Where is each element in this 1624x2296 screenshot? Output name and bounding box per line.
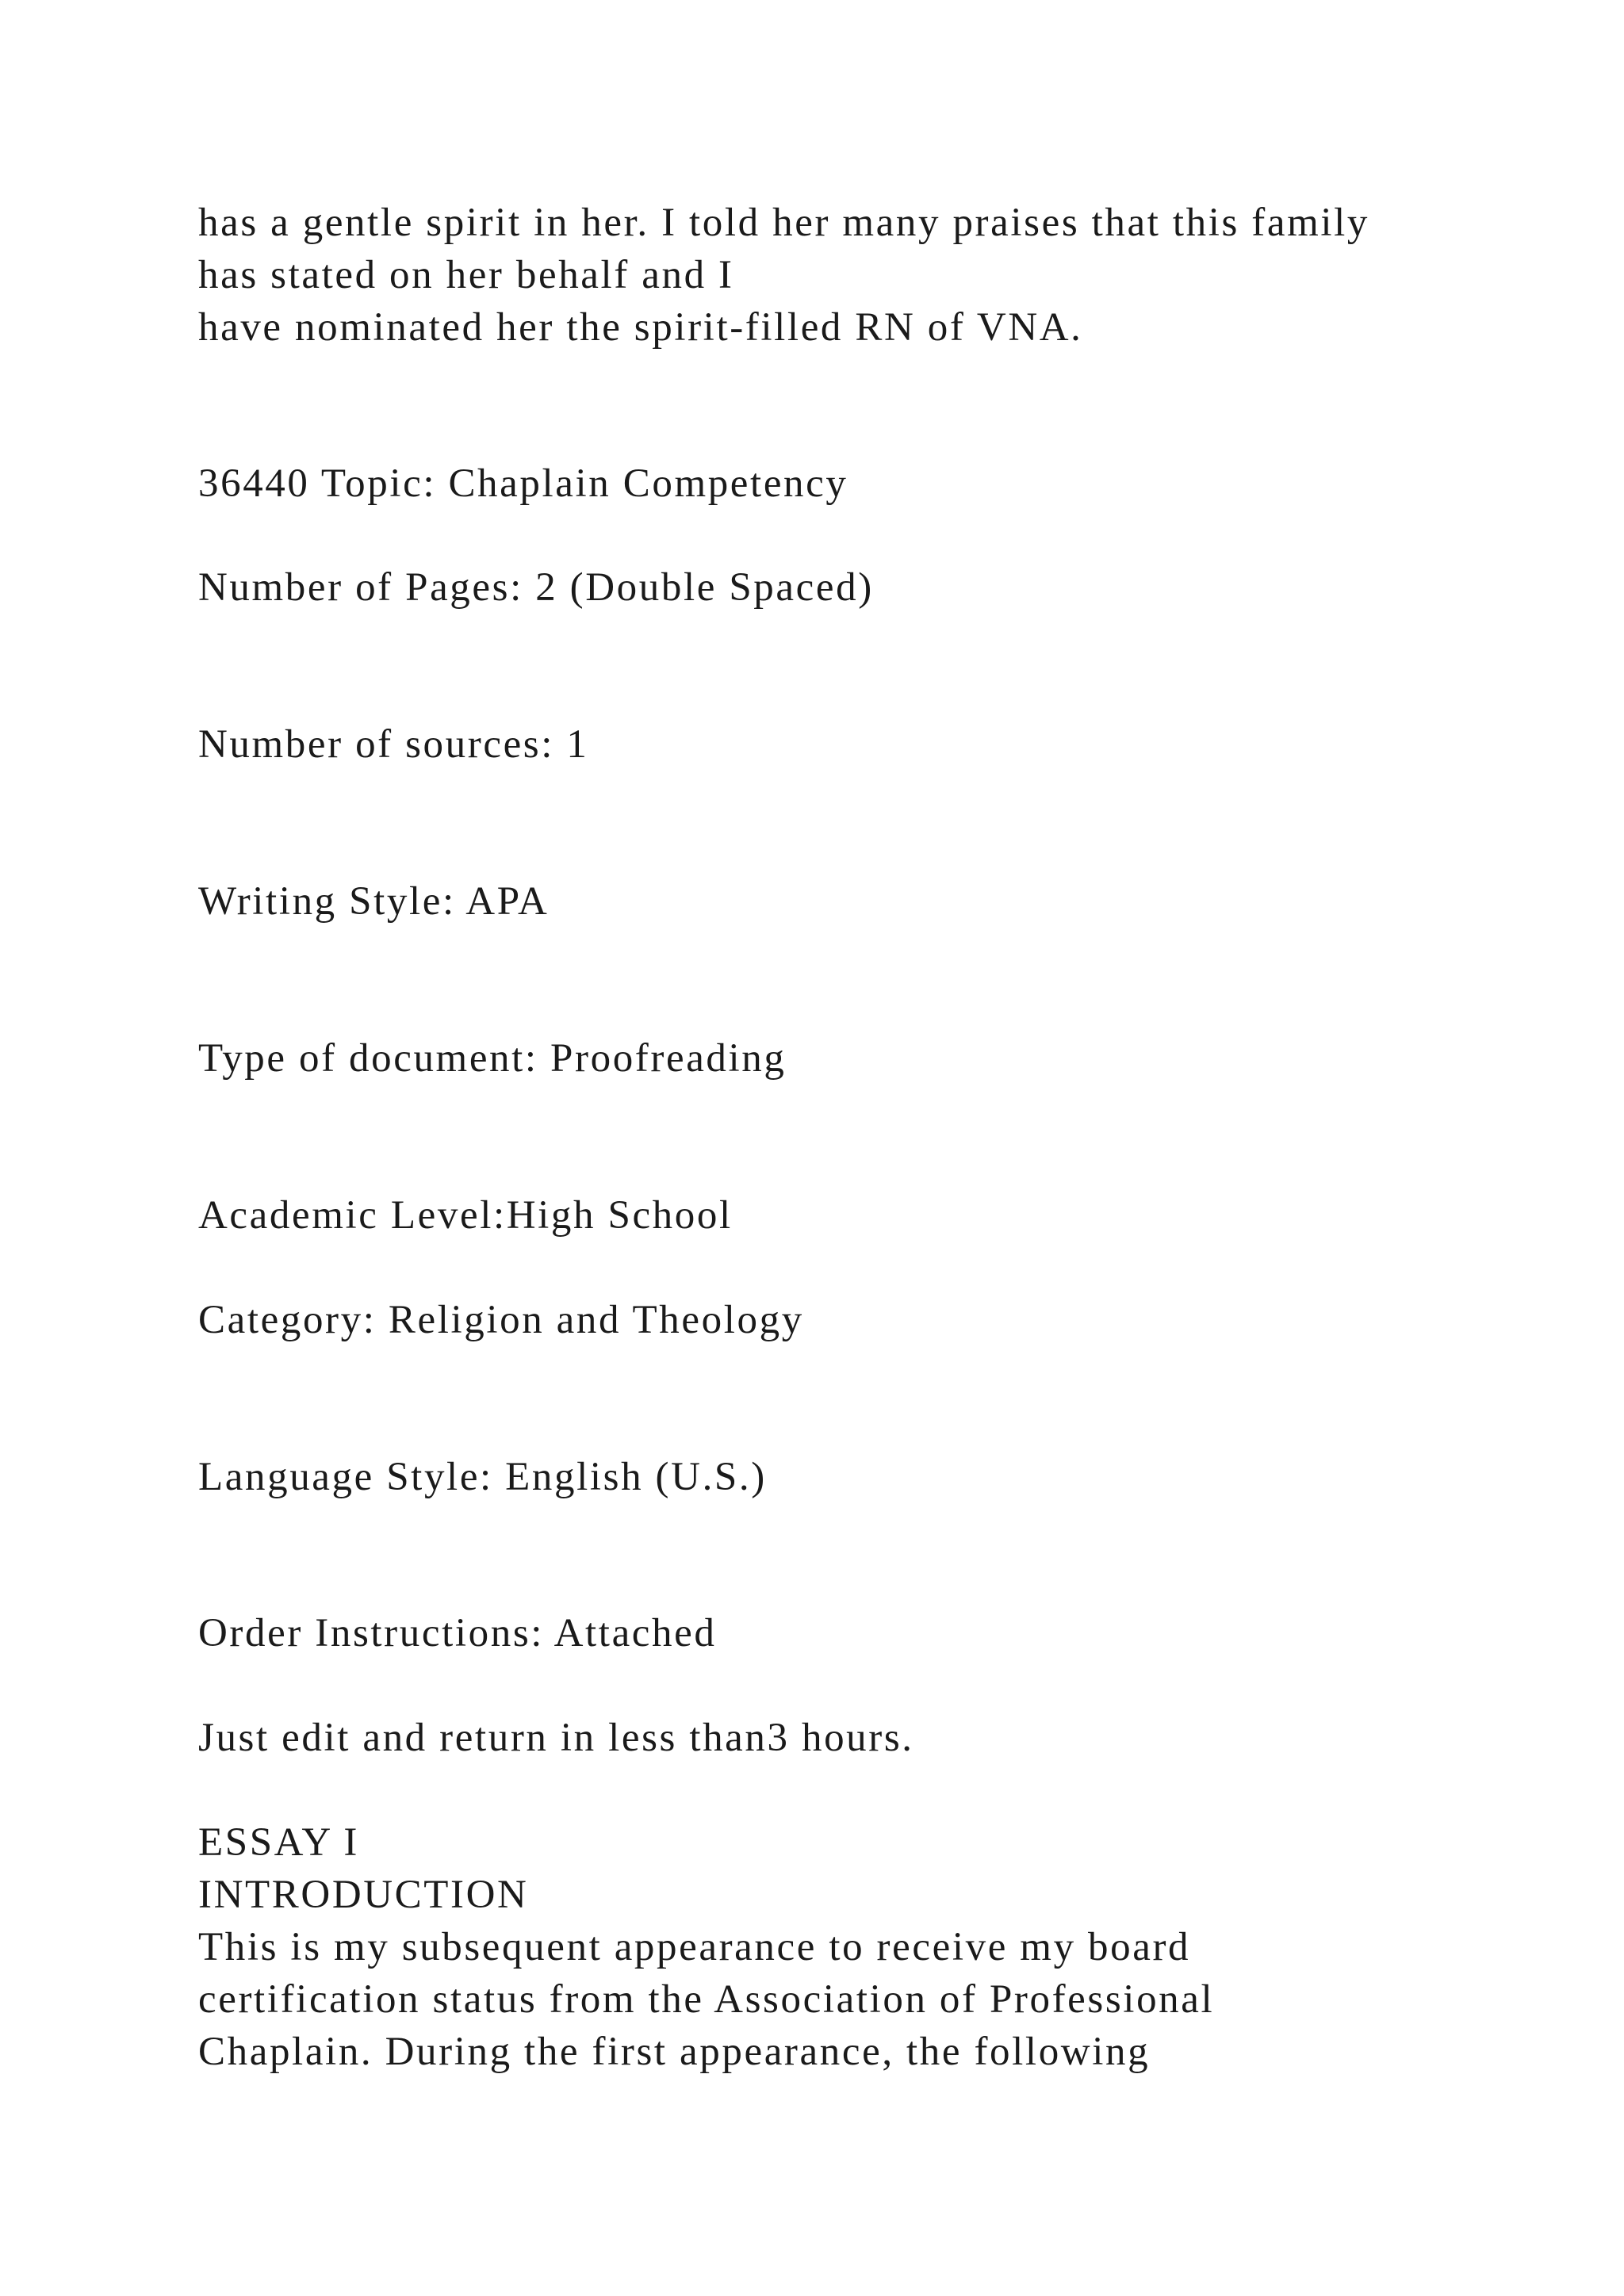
order-category: Category: Religion and Theology [198, 1298, 804, 1342]
order-sources: Number of sources: 1 [198, 722, 589, 767]
intro-line-3: have nominated her the spirit-filled RN of VNA. [198, 305, 1083, 350]
order-language-style: Language Style: English (U.S.) [198, 1455, 767, 1499]
essay-body-line-3: Chaplain. During the first appearance, the following [198, 2030, 1151, 2074]
essay-heading: ESSAY I [198, 1820, 359, 1865]
essay-section-title: INTRODUCTION [198, 1873, 529, 1917]
intro-line-2: has stated on her behalf and I [198, 253, 734, 297]
order-pages: Number of Pages: 2 (Double Spaced) [198, 565, 874, 610]
essay-body-line-1: This is my subsequent appearance to receive my board [198, 1925, 1191, 1969]
essay-body-line-2: certification status from the Association of Professional [198, 1977, 1215, 2022]
order-academic-level: Academic Level:High School [198, 1193, 733, 1238]
order-writing-style: Writing Style: APA [198, 879, 550, 924]
order-document-type: Type of document: Proofreading [198, 1036, 787, 1081]
order-deadline-note: Just edit and return in less than3 hours. [198, 1716, 914, 1760]
order-topic: 36440 Topic: Chaplain Competency [198, 461, 848, 506]
intro-line-1: has a gentle spirit in her. I told her many praises that this family [198, 201, 1370, 245]
order-instructions: Order Instructions: Attached [198, 1611, 717, 1655]
